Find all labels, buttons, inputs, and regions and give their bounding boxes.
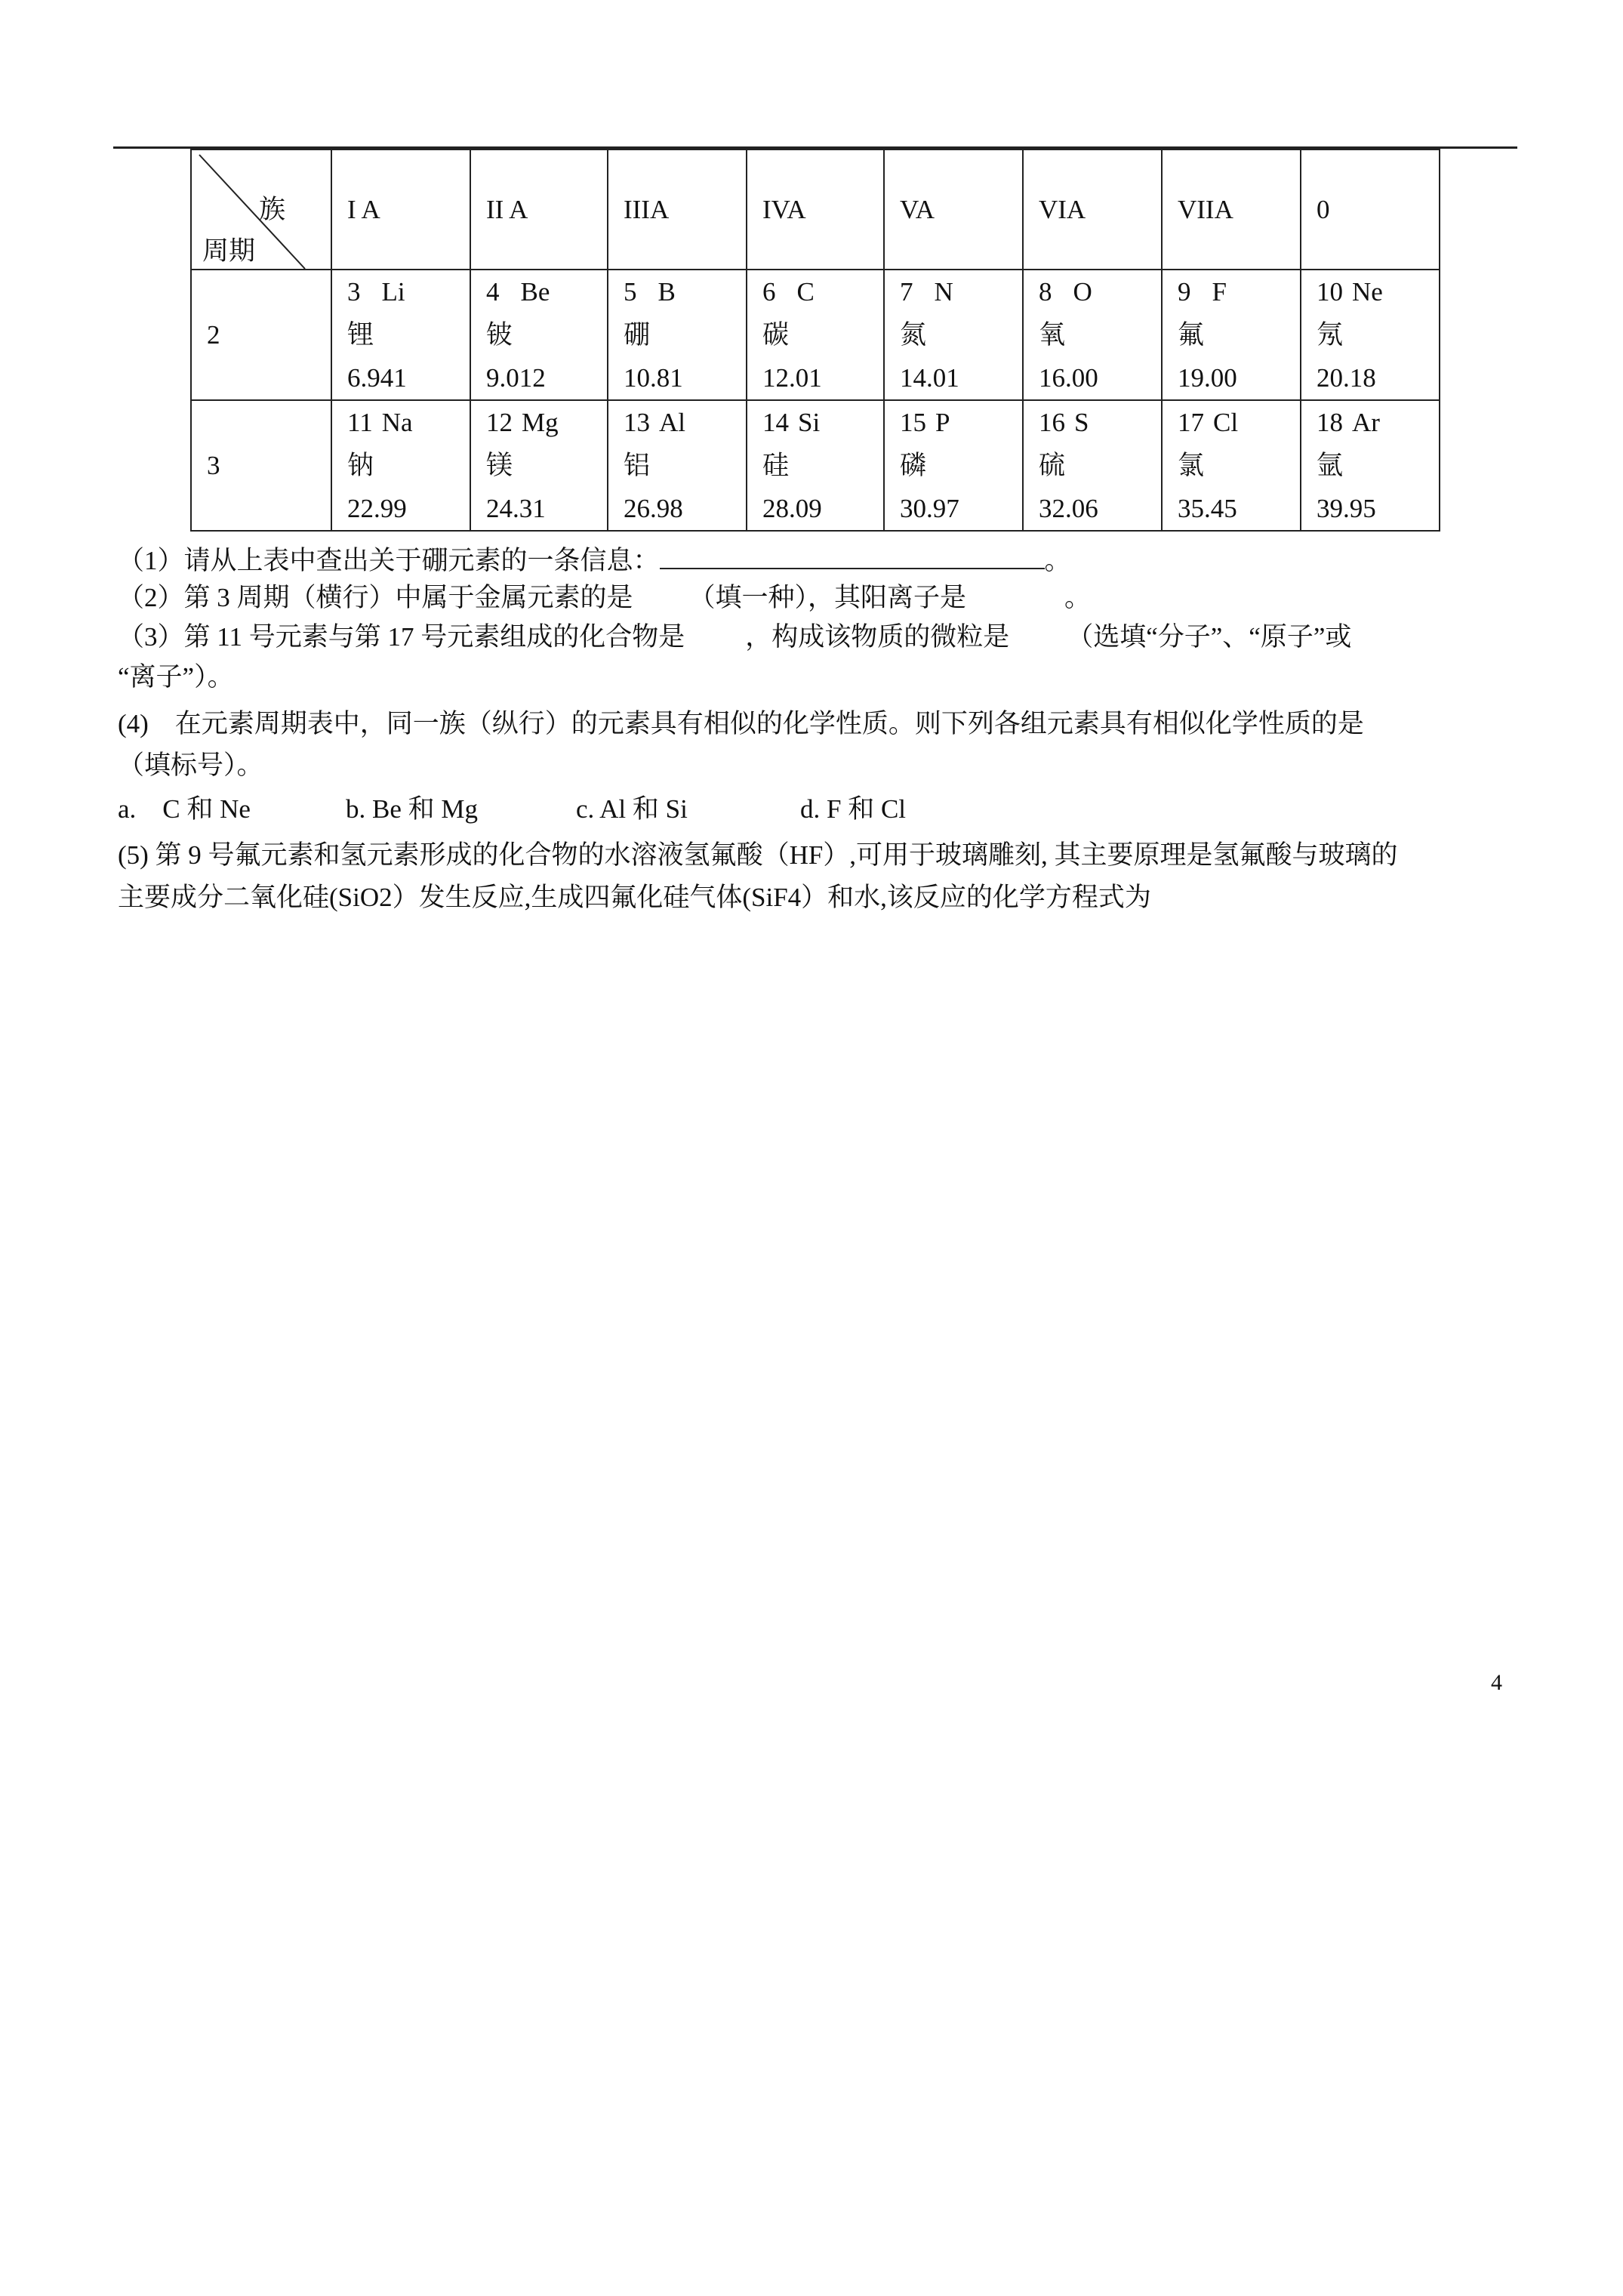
q2-text-a: （2）第 3 周期（横行）中属于金属元素的是 — [118, 583, 633, 612]
element-cell — [1301, 400, 1440, 531]
atomic-mass: 16.00 — [1039, 363, 1098, 393]
atomic-mass: 32.06 — [1039, 494, 1098, 523]
element-name: 铍 — [486, 320, 513, 350]
element-symbol: F — [1212, 277, 1227, 307]
element-cell — [1023, 400, 1162, 531]
corner-cell — [191, 149, 331, 270]
element-number-symbol — [900, 270, 1022, 313]
element-symbol: C — [796, 277, 815, 307]
option-c: c. Al 和 Si — [576, 794, 688, 824]
atomic-mass: 9.012 — [486, 363, 546, 393]
element-symbol: Na — [381, 408, 413, 437]
question-2 — [118, 576, 1522, 619]
period-cell: 3 — [191, 400, 331, 531]
atomic-number: 6 — [762, 277, 776, 307]
question-4-line-2: （填标号）。 — [118, 750, 263, 780]
atomic-number: 15 — [900, 408, 926, 437]
element-cell — [747, 270, 884, 400]
element-cell — [1162, 270, 1301, 400]
atomic-number: 17 — [1178, 408, 1204, 437]
atomic-number: 8 — [1039, 277, 1052, 307]
element-name: 氮 — [900, 320, 927, 350]
element-symbol: Mg — [522, 408, 559, 437]
element-number-symbol — [486, 270, 607, 313]
element-name: 硼 — [624, 320, 651, 350]
element-name: 氩 — [1317, 451, 1344, 480]
question-3-cont: “离子”）。 — [118, 662, 234, 692]
corner-group-label: 族 — [258, 195, 285, 224]
atomic-number: 18 — [1317, 408, 1343, 437]
element-symbol: O — [1073, 277, 1092, 307]
corner-period-label: 周期 — [202, 236, 256, 266]
question-5-line-1: (5) 第 9 号氟元素和氢元素形成的化合物的水溶液氢氟酸（HF）,可用于玻璃雕刻, 其主要原理是氢氟酸与玻璃的 — [118, 840, 1398, 870]
element-number-symbol — [1317, 270, 1439, 313]
element-name: 氖 — [1317, 320, 1344, 350]
element-cell — [331, 400, 470, 531]
element-number-symbol — [1039, 270, 1161, 313]
element-name: 硫 — [1039, 451, 1066, 480]
atomic-mass: 6.941 — [347, 363, 407, 393]
q3-text-c: （选填“分子”、“原子”或 — [1067, 622, 1352, 652]
atomic-mass: 10.81 — [624, 363, 683, 393]
element-cell — [608, 270, 747, 400]
element-number-symbol — [347, 401, 470, 444]
q1-end: 。 — [1044, 546, 1071, 575]
question-3 — [118, 615, 1522, 658]
group-header: I A — [331, 149, 470, 270]
element-cell — [1301, 270, 1440, 400]
option-a: a. C 和 Ne — [118, 794, 251, 824]
element-cell — [331, 270, 470, 400]
element-number-symbol — [1317, 401, 1439, 444]
group-header: VIIA — [1162, 149, 1301, 270]
element-name: 镁 — [486, 451, 513, 480]
q3-text-a: （3）第 11 号元素与第 17 号元素组成的化合物是 — [118, 622, 685, 652]
element-name: 硅 — [762, 451, 790, 480]
atomic-number: 14 — [762, 408, 789, 437]
element-symbol: Cl — [1213, 408, 1239, 437]
period-cell: 2 — [191, 270, 331, 400]
atomic-mass: 30.97 — [900, 494, 959, 523]
element-number-symbol — [762, 270, 883, 313]
atomic-mass: 28.09 — [762, 494, 822, 523]
element-symbol: P — [935, 408, 950, 437]
atomic-mass: 14.01 — [900, 363, 959, 393]
element-cell — [470, 400, 608, 531]
atomic-mass: 24.31 — [486, 494, 546, 523]
group-header: VIA — [1023, 149, 1162, 270]
element-number-symbol — [1039, 401, 1161, 444]
table-row — [191, 400, 1440, 531]
q2-text-b: （填一种），其阳离子是 — [688, 583, 967, 612]
atomic-number: 12 — [486, 408, 513, 437]
element-cell — [884, 270, 1023, 400]
group-header: 0 — [1301, 149, 1440, 270]
atomic-number: 10 — [1317, 277, 1343, 307]
option-b: b. Be 和 Mg — [346, 794, 479, 824]
atomic-number: 4 — [486, 277, 500, 307]
atomic-number: 5 — [624, 277, 637, 307]
table-header-row — [191, 149, 1440, 270]
element-symbol: Li — [381, 277, 405, 307]
element-symbol: N — [934, 277, 953, 307]
element-symbol: B — [658, 277, 676, 307]
element-name: 磷 — [900, 451, 927, 480]
element-number-symbol — [900, 401, 1022, 444]
element-number-symbol — [762, 401, 883, 444]
q2-text-c: 。 — [1064, 583, 1092, 612]
q1-answer-blank[interactable] — [660, 538, 1045, 569]
element-cell — [884, 400, 1023, 531]
option-d: d. F 和 Cl — [800, 794, 907, 824]
element-name: 氟 — [1178, 320, 1205, 350]
page-number: 4 — [1491, 1670, 1502, 1695]
group-header: VA — [884, 149, 1023, 270]
element-name: 碳 — [762, 320, 790, 350]
element-number-symbol — [624, 270, 746, 313]
element-cell — [1023, 270, 1162, 400]
element-number-symbol — [347, 270, 470, 313]
element-name: 铝 — [624, 451, 651, 480]
element-cell — [747, 400, 884, 531]
atomic-number: 13 — [624, 408, 650, 437]
group-header: II A — [470, 149, 608, 270]
element-name: 钠 — [347, 451, 374, 480]
atomic-number: 11 — [347, 408, 373, 437]
element-number-symbol — [486, 401, 607, 444]
q3-text-b: ，构成该物质的微粒是 — [745, 622, 1010, 652]
atomic-number: 16 — [1039, 408, 1065, 437]
q1-text: （1）请从上表中查出关于硼元素的一条信息： — [118, 546, 660, 575]
atomic-mass: 20.18 — [1317, 363, 1376, 393]
element-name: 氯 — [1178, 451, 1205, 480]
element-symbol: S — [1074, 408, 1089, 437]
element-symbol: Be — [520, 277, 550, 307]
atomic-mass: 12.01 — [762, 363, 822, 393]
atomic-mass: 35.45 — [1178, 494, 1237, 523]
element-cell — [1162, 400, 1301, 531]
table-row — [191, 270, 1440, 400]
question-4-line-1: (4) 在元素周期表中，同一族（纵行）的元素具有相似的化学性质。则下列各组元素具有相似化学性质的是 — [118, 709, 1364, 738]
element-number-symbol — [1178, 270, 1300, 313]
atomic-mass: 22.99 — [347, 494, 407, 523]
group-header: IIIA — [608, 149, 747, 270]
atomic-mass: 26.98 — [624, 494, 683, 523]
element-symbol: Si — [798, 408, 821, 437]
question-5-line-2: 主要成分二氧化硅(SiO2）发生反应,生成四氟化硅气体(SiF4）和水,该反应的化学方程式为 — [118, 883, 1151, 912]
element-symbol: Al — [659, 408, 685, 437]
question-4-options — [118, 787, 1522, 831]
atomic-mass: 19.00 — [1178, 363, 1237, 393]
periodic-table — [190, 149, 1440, 532]
atomic-mass: 39.95 — [1317, 494, 1376, 523]
element-symbol: Ar — [1352, 408, 1380, 437]
element-name: 锂 — [347, 320, 374, 350]
element-number-symbol — [624, 401, 746, 444]
atomic-number: 7 — [900, 277, 913, 307]
atomic-number: 9 — [1178, 277, 1191, 307]
atomic-number: 3 — [347, 277, 361, 307]
element-name: 氧 — [1039, 320, 1066, 350]
element-symbol: Ne — [1352, 277, 1383, 307]
element-number-symbol — [1178, 401, 1300, 444]
element-cell — [470, 270, 608, 400]
group-header: IVA — [747, 149, 884, 270]
element-cell — [608, 400, 747, 531]
